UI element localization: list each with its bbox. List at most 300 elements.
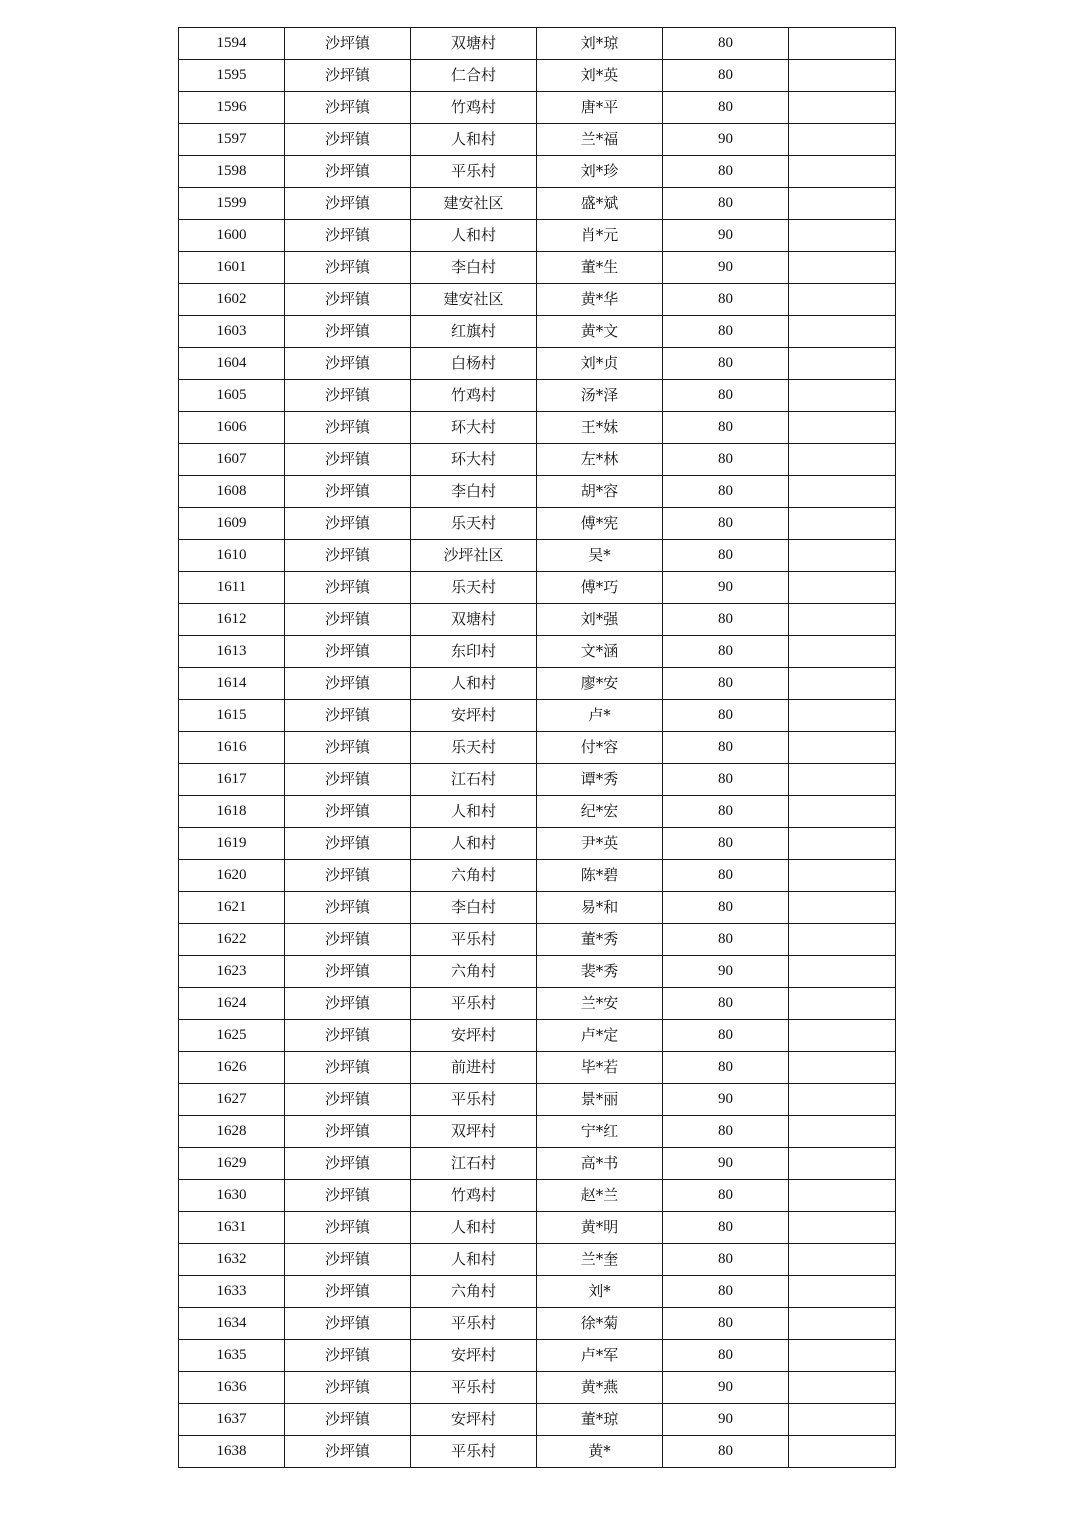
- cell-amount: 80: [663, 732, 789, 764]
- table-row: [179, 348, 896, 380]
- cell-serial-number: 1601: [179, 252, 285, 284]
- table-body: [179, 28, 896, 1468]
- table-row: [179, 1404, 896, 1436]
- cell-town: 沙坪镇: [285, 892, 411, 924]
- cell-note: [789, 1372, 896, 1404]
- cell-amount: 90: [663, 956, 789, 988]
- cell-serial-number: 1620: [179, 860, 285, 892]
- cell-village: 平乐村: [411, 1084, 537, 1116]
- cell-note: [789, 1052, 896, 1084]
- cell-note: [789, 732, 896, 764]
- cell-note: [789, 764, 896, 796]
- cell-village: 建安社区: [411, 188, 537, 220]
- cell-serial-number: 1610: [179, 540, 285, 572]
- cell-note: [789, 380, 896, 412]
- cell-village: 人和村: [411, 124, 537, 156]
- cell-town: 沙坪镇: [285, 124, 411, 156]
- table-row: [179, 92, 896, 124]
- cell-village: 平乐村: [411, 1372, 537, 1404]
- table-row: [179, 1372, 896, 1404]
- cell-village: 乐天村: [411, 732, 537, 764]
- table-row: [179, 540, 896, 572]
- cell-amount: 80: [663, 604, 789, 636]
- cell-village: 安坪村: [411, 700, 537, 732]
- cell-serial-number: 1605: [179, 380, 285, 412]
- cell-town: 沙坪镇: [285, 1404, 411, 1436]
- cell-note: [789, 188, 896, 220]
- cell-amount: 80: [663, 1180, 789, 1212]
- cell-village: 竹鸡村: [411, 380, 537, 412]
- cell-person-name: 刘*英: [537, 60, 663, 92]
- cell-village: 平乐村: [411, 156, 537, 188]
- table-row: [179, 1020, 896, 1052]
- cell-village: 竹鸡村: [411, 92, 537, 124]
- cell-town: 沙坪镇: [285, 924, 411, 956]
- cell-town: 沙坪镇: [285, 540, 411, 572]
- cell-town: 沙坪镇: [285, 668, 411, 700]
- cell-village: 双塘村: [411, 28, 537, 60]
- cell-person-name: 赵*兰: [537, 1180, 663, 1212]
- table-row: [179, 636, 896, 668]
- cell-note: [789, 1276, 896, 1308]
- table-row: [179, 732, 896, 764]
- cell-note: [789, 284, 896, 316]
- cell-person-name: 王*妹: [537, 412, 663, 444]
- cell-town: 沙坪镇: [285, 988, 411, 1020]
- cell-note: [789, 1020, 896, 1052]
- cell-person-name: 刘*强: [537, 604, 663, 636]
- cell-person-name: 胡*容: [537, 476, 663, 508]
- cell-note: [789, 60, 896, 92]
- cell-village: 东印村: [411, 636, 537, 668]
- cell-serial-number: 1600: [179, 220, 285, 252]
- cell-village: 双塘村: [411, 604, 537, 636]
- cell-person-name: 黄*文: [537, 316, 663, 348]
- cell-note: [789, 668, 896, 700]
- cell-serial-number: 1617: [179, 764, 285, 796]
- cell-amount: 80: [663, 28, 789, 60]
- cell-serial-number: 1619: [179, 828, 285, 860]
- cell-note: [789, 444, 896, 476]
- cell-note: [789, 476, 896, 508]
- cell-note: [789, 988, 896, 1020]
- table-row: [179, 956, 896, 988]
- cell-serial-number: 1638: [179, 1436, 285, 1468]
- cell-amount: 80: [663, 1212, 789, 1244]
- cell-person-name: 兰*安: [537, 988, 663, 1020]
- table-row: [179, 380, 896, 412]
- cell-town: 沙坪镇: [285, 1308, 411, 1340]
- cell-amount: 80: [663, 540, 789, 572]
- cell-person-name: 吴*: [537, 540, 663, 572]
- cell-person-name: 傅*巧: [537, 572, 663, 604]
- cell-person-name: 卢*定: [537, 1020, 663, 1052]
- cell-amount: 90: [663, 1148, 789, 1180]
- cell-amount: 80: [663, 348, 789, 380]
- cell-amount: 80: [663, 508, 789, 540]
- cell-note: [789, 1404, 896, 1436]
- cell-village: 环大村: [411, 444, 537, 476]
- cell-person-name: 黄*华: [537, 284, 663, 316]
- cell-village: 白杨村: [411, 348, 537, 380]
- cell-village: 人和村: [411, 220, 537, 252]
- cell-note: [789, 540, 896, 572]
- cell-person-name: 肖*元: [537, 220, 663, 252]
- cell-village: 平乐村: [411, 988, 537, 1020]
- cell-person-name: 卢*: [537, 700, 663, 732]
- cell-town: 沙坪镇: [285, 732, 411, 764]
- cell-person-name: 盛*斌: [537, 188, 663, 220]
- cell-amount: 80: [663, 156, 789, 188]
- cell-person-name: 文*涵: [537, 636, 663, 668]
- cell-note: [789, 156, 896, 188]
- cell-note: [789, 1436, 896, 1468]
- cell-note: [789, 1340, 896, 1372]
- cell-village: 李白村: [411, 476, 537, 508]
- cell-village: 人和村: [411, 1244, 537, 1276]
- cell-amount: 80: [663, 1052, 789, 1084]
- cell-town: 沙坪镇: [285, 28, 411, 60]
- cell-person-name: 黄*: [537, 1436, 663, 1468]
- cell-person-name: 刘*贞: [537, 348, 663, 380]
- cell-amount: 80: [663, 1116, 789, 1148]
- table-row: [179, 572, 896, 604]
- cell-note: [789, 1180, 896, 1212]
- cell-note: [789, 924, 896, 956]
- cell-person-name: 刘*: [537, 1276, 663, 1308]
- cell-person-name: 兰*奎: [537, 1244, 663, 1276]
- cell-serial-number: 1603: [179, 316, 285, 348]
- cell-village: 安坪村: [411, 1020, 537, 1052]
- cell-amount: 80: [663, 316, 789, 348]
- cell-note: [789, 124, 896, 156]
- table-row: [179, 796, 896, 828]
- table-row: [179, 924, 896, 956]
- cell-village: 六角村: [411, 956, 537, 988]
- cell-person-name: 廖*安: [537, 668, 663, 700]
- cell-town: 沙坪镇: [285, 252, 411, 284]
- cell-town: 沙坪镇: [285, 476, 411, 508]
- cell-note: [789, 412, 896, 444]
- cell-serial-number: 1631: [179, 1212, 285, 1244]
- cell-village: 竹鸡村: [411, 1180, 537, 1212]
- cell-town: 沙坪镇: [285, 1244, 411, 1276]
- cell-person-name: 兰*福: [537, 124, 663, 156]
- cell-amount: 90: [663, 220, 789, 252]
- cell-serial-number: 1615: [179, 700, 285, 732]
- table-row: [179, 124, 896, 156]
- cell-note: [789, 220, 896, 252]
- cell-amount: 90: [663, 1084, 789, 1116]
- cell-village: 平乐村: [411, 1308, 537, 1340]
- cell-note: [789, 572, 896, 604]
- cell-amount: 80: [663, 636, 789, 668]
- cell-person-name: 唐*平: [537, 92, 663, 124]
- table-row: [179, 1052, 896, 1084]
- table-row: [179, 156, 896, 188]
- cell-village: 平乐村: [411, 924, 537, 956]
- cell-serial-number: 1608: [179, 476, 285, 508]
- cell-note: [789, 92, 896, 124]
- cell-amount: 80: [663, 92, 789, 124]
- cell-town: 沙坪镇: [285, 1020, 411, 1052]
- cell-village: 乐天村: [411, 572, 537, 604]
- cell-amount: 90: [663, 1404, 789, 1436]
- cell-person-name: 裴*秀: [537, 956, 663, 988]
- table-row: [179, 220, 896, 252]
- cell-person-name: 纪*宏: [537, 796, 663, 828]
- table-row: [179, 828, 896, 860]
- cell-serial-number: 1618: [179, 796, 285, 828]
- cell-note: [789, 1308, 896, 1340]
- cell-amount: 80: [663, 444, 789, 476]
- table-row: [179, 1308, 896, 1340]
- cell-note: [789, 796, 896, 828]
- cell-town: 沙坪镇: [285, 444, 411, 476]
- table-row: [179, 1212, 896, 1244]
- cell-village: 李白村: [411, 892, 537, 924]
- cell-person-name: 董*琼: [537, 1404, 663, 1436]
- cell-person-name: 董*秀: [537, 924, 663, 956]
- cell-note: [789, 508, 896, 540]
- cell-amount: 80: [663, 476, 789, 508]
- cell-amount: 80: [663, 988, 789, 1020]
- cell-village: 人和村: [411, 668, 537, 700]
- cell-serial-number: 1623: [179, 956, 285, 988]
- cell-note: [789, 956, 896, 988]
- cell-village: 六角村: [411, 1276, 537, 1308]
- cell-town: 沙坪镇: [285, 348, 411, 380]
- cell-amount: 80: [663, 828, 789, 860]
- cell-village: 人和村: [411, 796, 537, 828]
- cell-serial-number: 1625: [179, 1020, 285, 1052]
- cell-amount: 80: [663, 1020, 789, 1052]
- cell-village: 江石村: [411, 764, 537, 796]
- cell-person-name: 尹*英: [537, 828, 663, 860]
- cell-amount: 80: [663, 700, 789, 732]
- cell-town: 沙坪镇: [285, 508, 411, 540]
- cell-note: [789, 316, 896, 348]
- table-row: [179, 860, 896, 892]
- cell-town: 沙坪镇: [285, 636, 411, 668]
- cell-town: 沙坪镇: [285, 1340, 411, 1372]
- cell-village: 江石村: [411, 1148, 537, 1180]
- cell-amount: 80: [663, 1308, 789, 1340]
- cell-town: 沙坪镇: [285, 604, 411, 636]
- cell-serial-number: 1604: [179, 348, 285, 380]
- cell-town: 沙坪镇: [285, 92, 411, 124]
- cell-amount: 80: [663, 1244, 789, 1276]
- cell-person-name: 卢*军: [537, 1340, 663, 1372]
- cell-person-name: 刘*珍: [537, 156, 663, 188]
- table-row: [179, 1084, 896, 1116]
- cell-serial-number: 1607: [179, 444, 285, 476]
- cell-village: 安坪村: [411, 1340, 537, 1372]
- cell-serial-number: 1637: [179, 1404, 285, 1436]
- cell-town: 沙坪镇: [285, 1180, 411, 1212]
- cell-amount: 90: [663, 252, 789, 284]
- cell-amount: 80: [663, 412, 789, 444]
- cell-village: 乐天村: [411, 508, 537, 540]
- cell-town: 沙坪镇: [285, 1436, 411, 1468]
- cell-person-name: 汤*泽: [537, 380, 663, 412]
- cell-village: 六角村: [411, 860, 537, 892]
- cell-village: 双坪村: [411, 1116, 537, 1148]
- cell-serial-number: 1613: [179, 636, 285, 668]
- cell-town: 沙坪镇: [285, 1212, 411, 1244]
- table-row: [179, 764, 896, 796]
- cell-serial-number: 1629: [179, 1148, 285, 1180]
- cell-village: 李白村: [411, 252, 537, 284]
- cell-note: [789, 348, 896, 380]
- cell-serial-number: 1633: [179, 1276, 285, 1308]
- cell-serial-number: 1616: [179, 732, 285, 764]
- cell-village: 红旗村: [411, 316, 537, 348]
- cell-town: 沙坪镇: [285, 316, 411, 348]
- cell-town: 沙坪镇: [285, 1052, 411, 1084]
- cell-person-name: 董*生: [537, 252, 663, 284]
- cell-town: 沙坪镇: [285, 1148, 411, 1180]
- cell-amount: 80: [663, 892, 789, 924]
- cell-note: [789, 1244, 896, 1276]
- cell-person-name: 谭*秀: [537, 764, 663, 796]
- cell-serial-number: 1626: [179, 1052, 285, 1084]
- table-row: [179, 444, 896, 476]
- cell-town: 沙坪镇: [285, 764, 411, 796]
- cell-town: 沙坪镇: [285, 220, 411, 252]
- cell-amount: 80: [663, 764, 789, 796]
- table-row: [179, 1436, 896, 1468]
- table-row: [179, 412, 896, 444]
- cell-amount: 80: [663, 924, 789, 956]
- cell-town: 沙坪镇: [285, 412, 411, 444]
- cell-person-name: 左*林: [537, 444, 663, 476]
- cell-village: 沙坪社区: [411, 540, 537, 572]
- cell-serial-number: 1595: [179, 60, 285, 92]
- table-row: [179, 892, 896, 924]
- cell-town: 沙坪镇: [285, 188, 411, 220]
- cell-village: 平乐村: [411, 1436, 537, 1468]
- table-row: [179, 604, 896, 636]
- cell-town: 沙坪镇: [285, 60, 411, 92]
- table-row: [179, 60, 896, 92]
- table-row: [179, 988, 896, 1020]
- cell-village: 人和村: [411, 828, 537, 860]
- cell-serial-number: 1594: [179, 28, 285, 60]
- table-row: [179, 1116, 896, 1148]
- cell-amount: 90: [663, 572, 789, 604]
- table-row: [179, 1180, 896, 1212]
- cell-town: 沙坪镇: [285, 380, 411, 412]
- cell-amount: 90: [663, 1372, 789, 1404]
- cell-town: 沙坪镇: [285, 700, 411, 732]
- cell-amount: 80: [663, 1276, 789, 1308]
- data-table: [178, 27, 896, 1468]
- cell-town: 沙坪镇: [285, 1084, 411, 1116]
- cell-note: [789, 860, 896, 892]
- table-row: [179, 284, 896, 316]
- cell-amount: 80: [663, 668, 789, 700]
- table-row: [179, 252, 896, 284]
- table-row: [179, 700, 896, 732]
- cell-note: [789, 892, 896, 924]
- cell-note: [789, 1084, 896, 1116]
- table-row: [179, 188, 896, 220]
- cell-note: [789, 1148, 896, 1180]
- cell-amount: 80: [663, 1340, 789, 1372]
- cell-amount: 80: [663, 380, 789, 412]
- cell-serial-number: 1602: [179, 284, 285, 316]
- cell-serial-number: 1611: [179, 572, 285, 604]
- cell-serial-number: 1598: [179, 156, 285, 188]
- table-row: [179, 476, 896, 508]
- cell-village: 建安社区: [411, 284, 537, 316]
- cell-town: 沙坪镇: [285, 572, 411, 604]
- table-row: [179, 316, 896, 348]
- table-row: [179, 28, 896, 60]
- cell-serial-number: 1599: [179, 188, 285, 220]
- table-row: [179, 1340, 896, 1372]
- cell-amount: 80: [663, 284, 789, 316]
- cell-note: [789, 28, 896, 60]
- cell-person-name: 毕*若: [537, 1052, 663, 1084]
- cell-village: 人和村: [411, 1212, 537, 1244]
- cell-serial-number: 1609: [179, 508, 285, 540]
- cell-serial-number: 1596: [179, 92, 285, 124]
- table-row: [179, 1148, 896, 1180]
- cell-person-name: 陈*碧: [537, 860, 663, 892]
- cell-village: 仁合村: [411, 60, 537, 92]
- cell-person-name: 徐*菊: [537, 1308, 663, 1340]
- cell-serial-number: 1635: [179, 1340, 285, 1372]
- cell-serial-number: 1628: [179, 1116, 285, 1148]
- cell-person-name: 刘*琼: [537, 28, 663, 60]
- cell-town: 沙坪镇: [285, 828, 411, 860]
- cell-serial-number: 1622: [179, 924, 285, 956]
- cell-person-name: 高*书: [537, 1148, 663, 1180]
- cell-village: 环大村: [411, 412, 537, 444]
- cell-serial-number: 1614: [179, 668, 285, 700]
- cell-serial-number: 1597: [179, 124, 285, 156]
- cell-town: 沙坪镇: [285, 1276, 411, 1308]
- cell-serial-number: 1627: [179, 1084, 285, 1116]
- cell-note: [789, 1116, 896, 1148]
- cell-serial-number: 1634: [179, 1308, 285, 1340]
- cell-person-name: 景*丽: [537, 1084, 663, 1116]
- cell-serial-number: 1612: [179, 604, 285, 636]
- cell-serial-number: 1632: [179, 1244, 285, 1276]
- cell-amount: 80: [663, 60, 789, 92]
- cell-person-name: 宁*红: [537, 1116, 663, 1148]
- cell-serial-number: 1624: [179, 988, 285, 1020]
- cell-village: 安坪村: [411, 1404, 537, 1436]
- cell-amount: 80: [663, 188, 789, 220]
- cell-serial-number: 1636: [179, 1372, 285, 1404]
- cell-town: 沙坪镇: [285, 284, 411, 316]
- table-row: [179, 668, 896, 700]
- cell-person-name: 傅*宪: [537, 508, 663, 540]
- cell-town: 沙坪镇: [285, 156, 411, 188]
- cell-serial-number: 1606: [179, 412, 285, 444]
- table-row: [179, 1244, 896, 1276]
- cell-amount: 80: [663, 1436, 789, 1468]
- cell-serial-number: 1621: [179, 892, 285, 924]
- cell-amount: 80: [663, 860, 789, 892]
- cell-town: 沙坪镇: [285, 956, 411, 988]
- cell-town: 沙坪镇: [285, 796, 411, 828]
- cell-serial-number: 1630: [179, 1180, 285, 1212]
- cell-note: [789, 700, 896, 732]
